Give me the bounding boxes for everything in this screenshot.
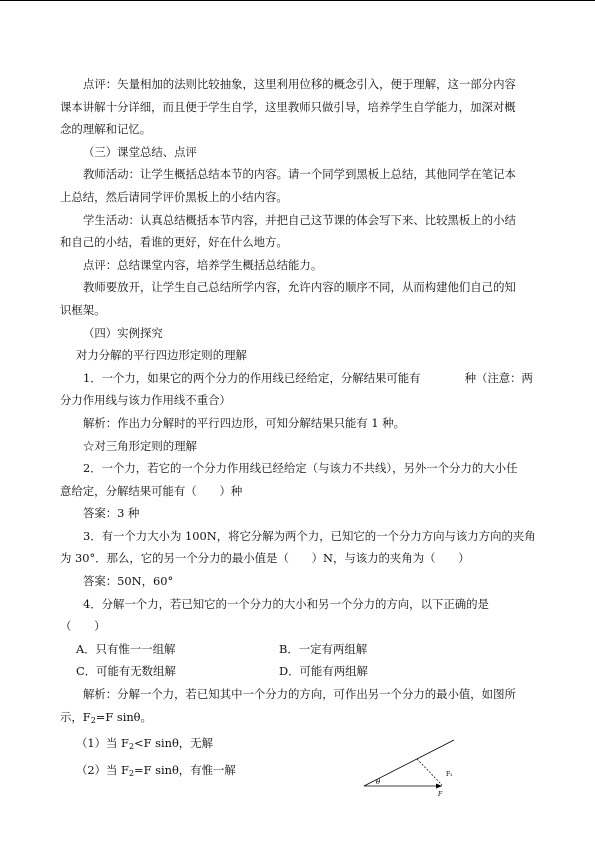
paragraph-comment-line2: 课本讲解十分详细，而且便于学生自学，这里教师只做引导，培养学生自学能力，加深对概 (60, 99, 516, 114)
question-3-line2: 为 30°．那么，它的另一个分力的最小值是（ ）N，与该力的夹角为（ ） (60, 551, 470, 566)
force-decomposition-figure (362, 736, 462, 798)
page-top-rule (0, 0, 595, 1)
analysis-4-line2 (60, 706, 546, 733)
arrowhead-icon (436, 784, 442, 789)
teacher-note-line1: 教师要放开，让学生自己总结所学内容，允许内容的顺序不同，从而构建他们自己的知 (83, 280, 516, 295)
analysis-1: 解析：作出力分解时的平行四边形，可知分解结果只能有 1 种。 (83, 415, 406, 430)
option-b: B．一定有两组解 (279, 641, 368, 656)
student-activity-line2: 和自己的小结，看谁的更好，好在什么地方。 (60, 235, 288, 250)
question-1-line2: 分力作用线与该力作用线不重合） (60, 393, 231, 408)
question-1-text: 1．一个力，如果它的两个分力的作用线已经给定，分解结果可能有 (83, 370, 421, 385)
subscript: 2 (128, 742, 135, 752)
case-1-formula: <F sinθ，无解 (134, 736, 213, 751)
question-2-line2: 意给定，分解结果可能有（ ）种 (60, 483, 243, 498)
subheading-parallelogram: 对力分解的平行四边形定则的理解 (76, 348, 247, 363)
question-1-line1 (60, 367, 546, 390)
analysis-4-formula: =F sinθ。 (95, 709, 152, 724)
teacher-activity-line2: 上总结，然后请同学评价黑板上的小结内容。 (60, 189, 288, 204)
answer-2: 答案：3 种 (83, 506, 140, 521)
teacher-note-line2: 识框架。 (60, 302, 106, 317)
case-2-text: （2）当 F (76, 762, 129, 777)
option-a: A．只有惟一一组解 (76, 641, 176, 656)
options-row-2 (60, 660, 546, 683)
subheading-triangle: ☆对三角形定则的理解 (83, 438, 197, 453)
student-activity-line1: 学生活动：认真总结概括本节内容，并把自己这节课的体会写下来、比较黑板上的小结 (83, 212, 516, 227)
section-heading-summary: （三）课堂总结、点评 (83, 144, 197, 159)
question-4-line1: 4．分解一个力，若已知它的一个分力的大小和另一个分力的方向，以下正确的是 (83, 596, 489, 611)
case-2 (60, 759, 546, 786)
case-1-text: （1）当 F (76, 736, 129, 751)
paragraph-comment-line1: 点评：矢量相加的法则比较抽象，这里利用位移的概念引入，便于理解，这一部分内容 (83, 77, 516, 91)
f-label: F (438, 791, 443, 798)
case-2-formula: =F sinθ，有惟一解 (134, 762, 236, 777)
paragraph-comment-line3: 念的理解和记忆。 (60, 122, 152, 137)
case-1 (60, 732, 546, 759)
question-2-line1: 2．一个力，若它的一个分力作用线已经给定（与该力不共线），另外一个分力的大小任 (83, 461, 518, 476)
options-row-1 (60, 638, 546, 661)
subscript: 2 (128, 768, 135, 778)
question-3-line1: 3．有一个力大小为 100N，将它分解为两个力，已知它的一个分力方向与该力方向的夹角 (83, 528, 536, 543)
f2-label: F₂ (446, 771, 453, 778)
subscript: 2 (90, 715, 96, 725)
analysis-4-text: 示，F (60, 709, 91, 724)
section-heading-examples: （四）实例探究 (83, 325, 163, 340)
analysis-4-line1: 解析：分解一个力，若已知其中一个分力的方向，可作出另一个分力的最小值，如图所 (83, 687, 516, 702)
question-4-line2: （ ） (60, 619, 106, 634)
option-c: C．可能有无数组解 (76, 664, 176, 679)
force-vector-f2 (417, 759, 442, 785)
teacher-activity-line1: 教师活动：让学生概括总结本节的内容。请一个同学到黑板上总结，其他同学在笔记本 (83, 167, 516, 182)
question-1-tail: 种（注意：两 (464, 370, 533, 385)
angle-label: θ (376, 778, 381, 786)
option-d: D．可能有两组解 (279, 664, 368, 679)
document-body (60, 73, 546, 785)
answer-3: 答案：50N，60° (83, 574, 174, 589)
summary-comment: 点评：总结课堂内容，培养学生概括总结能力。 (83, 257, 323, 272)
